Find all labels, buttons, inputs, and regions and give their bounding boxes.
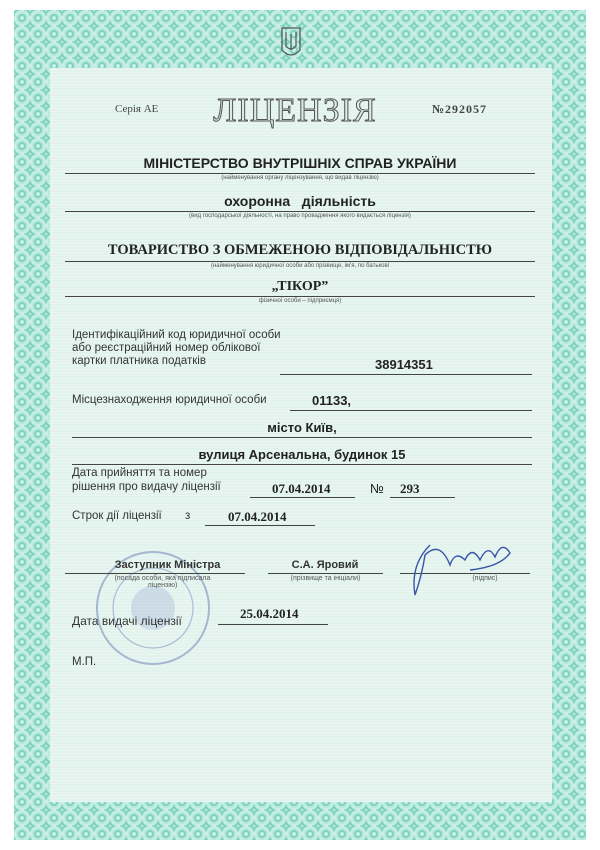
stamp-place-label: М.П. xyxy=(72,656,97,668)
decision-no-label: № xyxy=(370,481,384,496)
signatory-position: Заступник Міністра xyxy=(114,559,221,571)
id-code-label: Ідентифікаційний код юридичної особи або реєстраційний номер облікової картки платника податків xyxy=(72,329,281,367)
signatory-name: С.А. Яровий xyxy=(291,559,359,571)
term-prep: з xyxy=(185,510,191,522)
document-title: ЛІЦЕНЗІЯ xyxy=(213,92,377,129)
location-city: місто Київ, xyxy=(267,420,337,435)
entity-value: ТОВАРИСТВО З ОБМЕЖЕНОЮ ВІДПОВІДАЛЬНІСТЮ xyxy=(107,242,493,258)
authority-value: МІНІСТЕРСТВО ВНУТРІШНІХ СПРАВ УКРАЇНИ xyxy=(143,155,457,171)
decision-label: Дата прийняття та номер рішення про видачу ліцензії xyxy=(72,467,221,493)
signature-caption: (підпис) xyxy=(472,575,498,582)
issue-date-label: Дата видачі ліцензії xyxy=(72,614,182,628)
decision-date: 07.04.2014 xyxy=(272,481,331,496)
handwritten-signature xyxy=(400,525,520,605)
license-number: №292057 xyxy=(432,102,488,116)
term-value: 07.04.2014 xyxy=(228,509,287,524)
series-label: Серія АЕ xyxy=(115,103,159,115)
activity-value: охоронна діяльність xyxy=(224,193,376,209)
term-label: Строк дії ліцензії xyxy=(72,510,162,522)
name-caption-signatory: (прізвище та ініціали) xyxy=(290,575,361,582)
authority-caption: (найменування органу ліцензування, що видав ліцензію) xyxy=(221,175,379,181)
location-postcode: 01133, xyxy=(312,393,352,408)
entity-caption: (найменування юридичної особи або прізвище, ім'я, по батькові xyxy=(210,263,390,269)
company-name: „ТІКОР” xyxy=(271,279,329,294)
coat-of-arms-icon xyxy=(280,26,302,60)
location-street: вулиця Арсенальна, будинок 15 xyxy=(198,447,406,462)
issue-date-value: 25.04.2014 xyxy=(240,606,299,621)
location-label: Місцезнаходження юридичної особи xyxy=(72,394,267,406)
decision-number: 293 xyxy=(400,481,420,496)
id-code-value: 38914351 xyxy=(375,357,433,372)
name-caption: фізичної особи – підприємця) xyxy=(258,298,342,304)
activity-caption: (вид господарської діяльності, на право провадження якого видається ліцензія) xyxy=(189,213,411,219)
position-caption: (посада особи, яка підписала ліцензію) xyxy=(114,575,211,589)
